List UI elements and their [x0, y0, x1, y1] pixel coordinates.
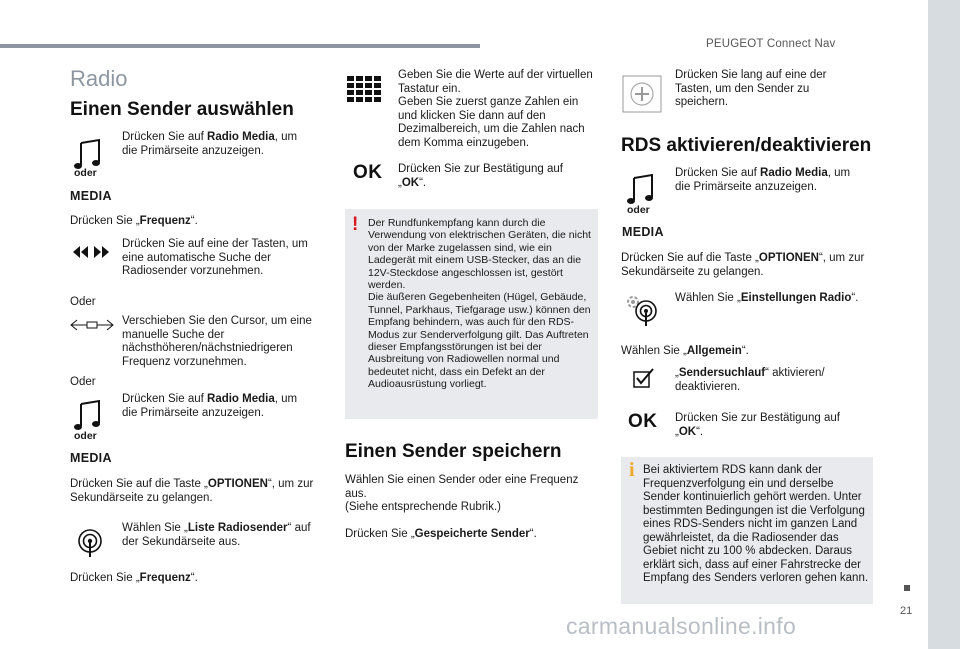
heading-save-station: Einen Sender speichern — [345, 441, 562, 462]
info-icon: i — [629, 459, 635, 481]
page-number: 21 — [900, 605, 913, 617]
step-radio-media-rds: Drücken Sie auf Radio Media, um die Primärseite anzuzeigen. — [675, 167, 851, 193]
ok-button-label: OK — [353, 162, 383, 183]
toggle-station-tracking: „Sendersuchlauf“ aktivieren/ deaktivieren. — [675, 367, 825, 393]
select-station-list: Wählen Sie „Liste Radiosender“ auf der Sekundärseite aus. — [122, 522, 311, 548]
page-side-band — [928, 0, 960, 649]
ok-button-label: OK — [628, 411, 658, 432]
music-note-icon — [73, 398, 105, 432]
info-text: Bei aktiviertem RDS kann dank der Frequenzverfolgung ein und derselbe Sender kontinuierlich gehört werden. Unter bestimmten Bedingungen ist die Verfolgung eines RDS-Senders nicht im ganzen Land gewährleistet, da die Radiosender das Gebiet nicht zu 100 % abdecken. Daraus erklärt sich, dass auf einer Fahrstrecke der Empfang des Senders verloren gehen kann. — [643, 464, 869, 584]
select-general: Wählen Sie „Allgemein“. — [621, 345, 749, 357]
heading-rds: RDS aktivieren/deaktivieren — [621, 135, 872, 156]
seek-instruction: Drücken Sie auf eine der Tasten, um eine automatische Suche der Radiosender vorzunehmen. — [122, 238, 308, 277]
media-button-label: MEDIA — [70, 451, 112, 465]
options-instruction: Drücken Sie auf die Taste „OPTIONEN“, um zur Sekundärseite zu gelangen. — [70, 478, 314, 504]
page-marker — [904, 585, 910, 591]
oder-label: Oder — [70, 376, 96, 388]
press-frequency-2: Drücken Sie „Frequenz“. — [70, 572, 198, 584]
warning-text: Der Rundfunkempfang kann durch die Verwendung von elektrischen Geräten, die nicht von der Marke zugelassen sind, wie ein Ladegerät mit einem USB-Stecker, das an die 12V-Steckdose angeschlossen ist, gestört werden. Die äußeren Gegebenheiten (Hügel, Gebäude, Tunnel, Parkhaus, Tiefgarage usw.) können den Empfang behindern, was auch für den RDS-Modus zur Senderverfolgung gilt. Das Auftreten dieser Empfangsstörungen ist bei der Ausbreitung von Radiowellen normal und bedeutet nicht, dass ein Defekt an der Audioausrüstung vorliegt. — [368, 217, 591, 391]
keypad-icon — [347, 76, 383, 104]
checkbox-icon — [633, 368, 655, 388]
select-radio-settings: Wählen Sie „Einstellungen Radio“. — [675, 292, 859, 304]
keyboard-instruction: Geben Sie die Werte auf der virtuellen Tastatur ein. Geben Sie zuerst ganze Zahlen ein und klicken Sie dann auf den Dezimalbereich, um die Zahlen nach dem Komma einzugeben. — [398, 69, 593, 149]
press-frequency: Drücken Sie „Frequenz“. — [70, 215, 198, 227]
saved-stations: Drücken Sie „Gespeicherte Sender“. — [345, 528, 537, 540]
oder-label: oder — [74, 430, 97, 442]
brand-header: PEUGEOT Connect Nav — [706, 38, 836, 50]
cursor-instruction: Verschieben Sie den Cursor, um eine manuelle Suche der nächsthöheren/nächstniedrigeren Frequenz vorzunehmen. — [122, 315, 312, 368]
add-preset-icon — [622, 75, 662, 113]
watermark: carmanualsonline.info — [566, 613, 797, 639]
heading-select-station: Einen Sender auswählen — [70, 99, 294, 120]
radio-settings-icon — [625, 295, 659, 327]
confirm-ok: Drücken Sie zur Bestätigung auf „OK“. — [398, 163, 563, 189]
confirm-ok-rds: Drücken Sie zur Bestätigung auf „OK“. — [675, 412, 840, 438]
oder-label: Oder — [70, 296, 96, 308]
oder-label: oder — [74, 167, 97, 179]
header-rule — [0, 44, 480, 48]
music-note-icon — [626, 172, 658, 206]
media-button-label: MEDIA — [70, 189, 112, 203]
radio-antenna-icon — [76, 528, 104, 558]
warning-icon: ! — [352, 214, 359, 235]
oder-label: oder — [627, 204, 650, 216]
seek-buttons-icon — [70, 245, 112, 259]
slider-cursor-icon — [70, 319, 114, 331]
media-button-label: MEDIA — [622, 225, 664, 239]
select-station-text: Wählen Sie einen Sender oder eine Frequenz aus. (Siehe entsprechende Rubrik.) — [345, 474, 579, 513]
section-title: Radio — [70, 66, 128, 91]
step-radio-media: Drücken Sie auf Radio Media, um die Primärseite anzuzeigen. — [122, 131, 298, 157]
music-note-icon — [73, 137, 105, 171]
long-press-text: Drücken Sie lang auf eine der Tasten, um den Sender zu speichern. — [675, 69, 827, 108]
step-radio-media-2: Drücken Sie auf Radio Media, um die Primärseite anzuzeigen. — [122, 393, 298, 419]
options-instruction-rds: Drücken Sie auf die Taste „OPTIONEN“, um zur Sekundärseite zu gelangen. — [621, 252, 865, 278]
